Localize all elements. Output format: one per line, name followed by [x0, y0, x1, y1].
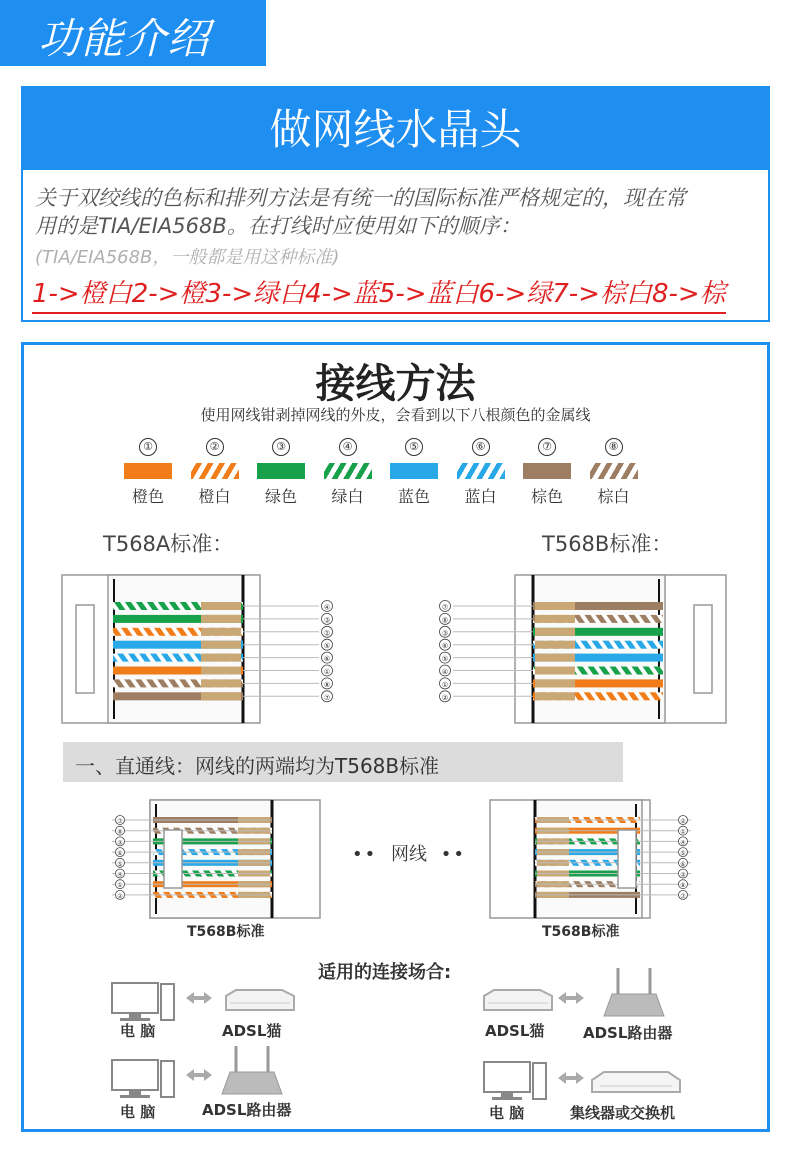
wire-number: ①	[680, 828, 686, 836]
wire-number: ⑦	[117, 818, 123, 825]
legend-number: ③	[272, 438, 290, 456]
wire-number: ⑧	[680, 882, 686, 890]
legend-number: ⑧	[605, 438, 623, 456]
t568b-label: T568B标准：	[542, 532, 673, 556]
scenario-1-b: ADSL猫	[222, 1022, 282, 1040]
straight-through-label: 一、直通线：网线的两端均为T568B标准	[75, 754, 440, 778]
wire-number: ⑥	[323, 655, 331, 664]
wire-number: ①	[323, 668, 331, 676]
wire-number: ⑤	[117, 860, 123, 868]
legend-number: ①	[139, 438, 157, 456]
intro-line-2: 用的是TIA/EIA568B。在打线时应使用如下的顺序：	[35, 214, 521, 238]
dots-right: ••	[440, 844, 466, 865]
modem-icon	[226, 990, 294, 1010]
double-arrow-icon	[558, 1072, 584, 1084]
wire-number: ②	[117, 892, 123, 900]
computer-icon	[112, 1060, 174, 1098]
wire-number: ⑤	[441, 655, 449, 664]
standard-note: (TIA/EIA568B，一般都是用这种标准)	[35, 247, 340, 268]
wire-number: ⑤	[323, 642, 331, 651]
router-icon	[222, 1046, 282, 1094]
wire-number: ⑦	[441, 603, 449, 612]
router-icon	[604, 968, 664, 1016]
wire-number: ⑧	[117, 828, 123, 836]
wire-number: ④	[323, 603, 331, 612]
cable-label: 网线	[390, 844, 427, 865]
computer-icon	[484, 1062, 546, 1100]
wire-number: ②	[323, 629, 331, 638]
double-arrow-icon	[558, 992, 584, 1004]
wire-number: ⑥	[441, 642, 449, 651]
legend-label: 蓝白	[464, 487, 497, 506]
wire-number: ⑥	[117, 850, 123, 858]
wire-number: ④	[441, 668, 449, 676]
wiring-method-title: 接线方法	[315, 361, 476, 407]
double-arrow-icon	[186, 1069, 212, 1081]
crimp-section-title: 做网线水晶头	[269, 105, 522, 154]
legend-number: ②	[206, 438, 224, 456]
wire-sequence: 1->橙白2->橙3->绿白4->蓝5->蓝白6->绿7->棕白8->棕	[32, 273, 726, 314]
wire-number: ③	[680, 871, 686, 879]
wire-number: ⑦	[323, 693, 331, 702]
scenario-4-b: 集线器或交换机	[570, 1104, 676, 1122]
wire-number: ①	[117, 882, 123, 890]
scenario-1-a: 电 脑	[120, 1022, 156, 1040]
legend-label: 橙色	[131, 487, 164, 506]
intro-line-1: 关于双绞线的色标和排列方法是有统一的国际标准严格规定的，现在常	[35, 186, 686, 210]
right-plug-caption: T568B标准	[542, 924, 620, 940]
legend-number: ⑤	[405, 438, 423, 456]
wire-number: ⑦	[680, 892, 686, 900]
wire-number: ⑤	[680, 850, 686, 858]
double-arrow-icon	[186, 992, 212, 1004]
modem-icon	[484, 990, 552, 1010]
wire-number: ③	[117, 839, 123, 847]
legend-label: 棕白	[597, 487, 630, 506]
wire-number: ②	[680, 818, 686, 825]
wire-number: ⑧	[441, 616, 449, 625]
scenarios-title: 适用的连接场合:	[318, 962, 452, 983]
legend-number: ⑦	[538, 438, 556, 456]
wire-number: ⑧	[323, 680, 331, 689]
legend-label: 蓝色	[397, 487, 430, 506]
scenario-4-a: 电 脑	[489, 1104, 525, 1122]
legend-label: 棕色	[530, 487, 563, 506]
header-title: 功能介绍	[38, 14, 211, 63]
legend-label: 绿白	[331, 487, 364, 506]
wire-number: ①	[441, 680, 449, 689]
computer-icon	[112, 983, 174, 1021]
legend-number: ④	[339, 438, 357, 456]
wire-number: ③	[323, 616, 331, 625]
t568a-label: T568A标准：	[103, 532, 234, 556]
switch-icon	[592, 1072, 680, 1092]
wire-number: ②	[441, 693, 449, 702]
scenario-2-b: ADSL路由器	[583, 1024, 673, 1042]
legend-number: ⑥	[472, 438, 490, 456]
dots-left: ••	[352, 844, 378, 865]
legend-label: 橙白	[198, 487, 231, 506]
wire-number: ④	[117, 871, 123, 879]
scenario-2-a: ADSL猫	[485, 1022, 545, 1040]
scenario-3-a: 电 脑	[120, 1103, 156, 1121]
wire-number: ③	[441, 629, 449, 638]
scenario-3-b: ADSL路由器	[202, 1101, 292, 1119]
left-plug-caption: T568B标准	[187, 924, 265, 940]
wire-number: ⑥	[680, 860, 686, 868]
wire-number: ④	[680, 839, 686, 847]
legend-label: 绿色	[264, 487, 297, 506]
wiring-method-subtitle: 使用网线钳剥掉网线的外皮，会看到以下八根颜色的金属线	[200, 406, 591, 424]
